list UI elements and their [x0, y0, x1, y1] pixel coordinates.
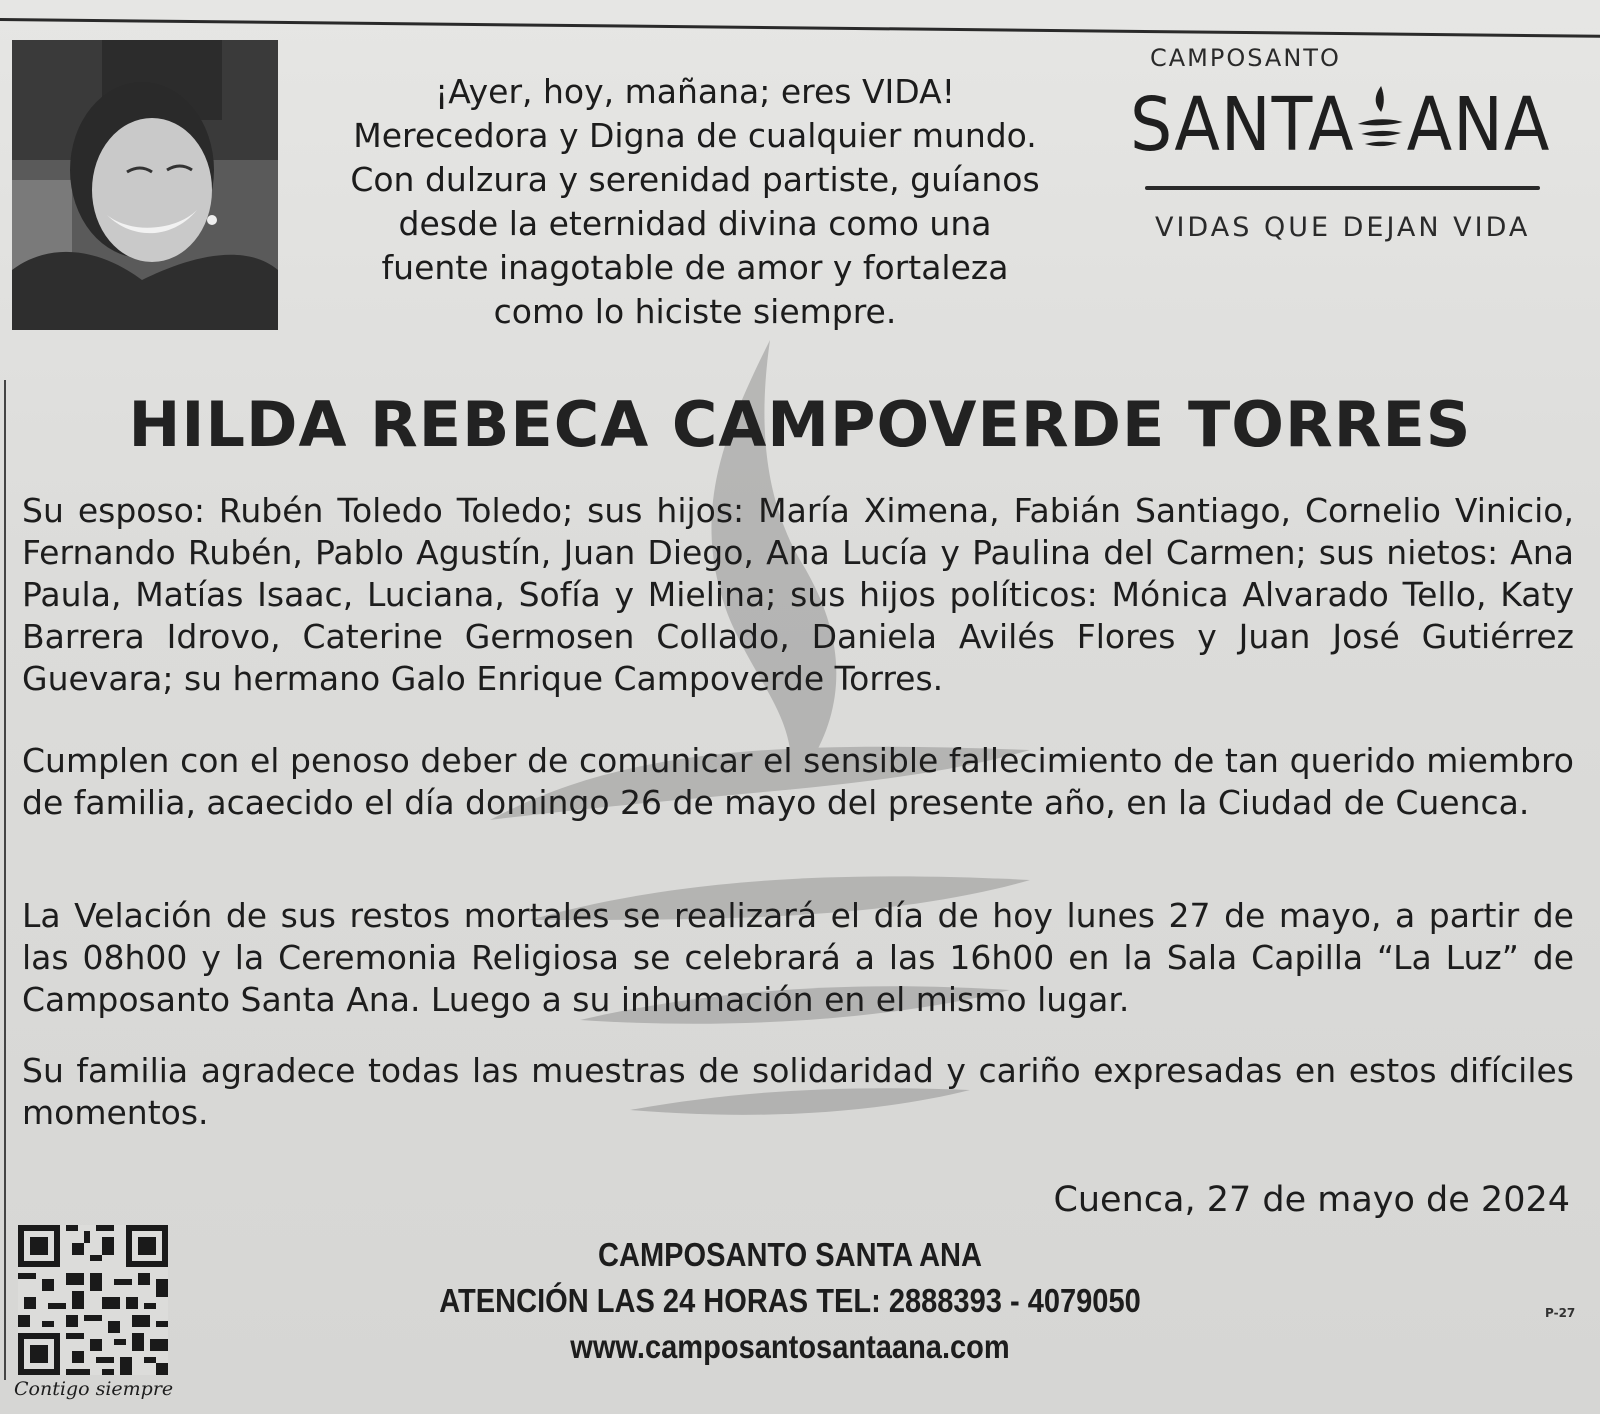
footer-website[interactable]: www.camposantosantaana.com	[570, 1328, 1010, 1365]
verse-line: Con dulzura y serenidad partiste, guíanos	[350, 160, 1040, 199]
logo-camposanto: CAMPOSANTO	[1150, 44, 1341, 72]
logo-tagline: VIDAS QUE DEJAN VIDA	[1155, 212, 1531, 243]
ceremony-paragraph: La Velación de sus restos mortales se realizará el día de hoy lunes 27 de mayo, a partir de las 08h00 y la Ceremonia Religiosa se celebrará a las 16h00 en la Sala Capilla “La Luz” de Camposanto Santa Ana. Luego a su inhumación en el mismo lugar.	[22, 896, 1574, 1019]
portrait-image	[12, 40, 278, 330]
qr-caption: Contigo siempre	[14, 1378, 174, 1400]
footer-phone: ATENCIÓN LAS 24 HORAS TEL: 2888393 - 4079050	[439, 1282, 1141, 1319]
verse-line: desde la eternidad divina como una	[398, 204, 992, 243]
qr-code-icon[interactable]	[18, 1225, 168, 1375]
family-paragraph: Su esposo: Rubén Toledo Toledo; sus hijos: María Ximena, Fabián Santiago, Cornelio Vinicio, Fernando Rubén, Pablo Agustín, Juan Diego, Ana Lucía y Paulina del Carmen; sus nietos: Ana Paula, Matías Isaac, Luciana, Sofía y Mielina; sus hijos políticos: Mónica Alvarado Tello, Katy Barrera Idrovo, Caterine Germosen Collado, Daniela Avilés Flores y Juan José Gutiérrez Guevara; su hermano Galo Enrique Campoverde Torres.	[22, 491, 1574, 698]
footer-contact	[429, 1232, 1151, 1370]
deceased-name: HILDA REBECA CAMPOVERDE TORRES	[128, 388, 1472, 461]
logo-divider	[1145, 186, 1540, 190]
page-code: P-27	[1545, 1306, 1576, 1320]
verse-line: ¡Ayer, hoy, mañana; eres VIDA!	[435, 72, 955, 111]
left-rule	[4, 380, 6, 1380]
logo-flame-icon	[1354, 82, 1406, 156]
verse-line: Merecedora y Digna de cualquier mundo.	[353, 116, 1037, 155]
logo-santa-ana	[1130, 82, 1550, 168]
top-rule	[0, 0, 1600, 38]
portrait-photo	[12, 40, 278, 330]
logo-word-right: ANA	[1406, 82, 1551, 168]
date-line: Cuenca, 27 de mayo de 2024	[1053, 1180, 1570, 1220]
verse-line: fuente inagotable de amor y fortaleza	[381, 248, 1009, 287]
logo-word-left: SANTA	[1130, 82, 1355, 168]
verse-line: como lo hiciste siempre.	[493, 292, 897, 331]
footer-company: CAMPOSANTO SANTA ANA	[598, 1236, 982, 1273]
thanks-paragraph: Su familia agradece todas las muestras de solidaridad y cariño expresadas en estos difíciles momentos.	[22, 1051, 1574, 1132]
announcement-paragraph: Cumplen con el penoso deber de comunicar el sensible fallecimiento de tan querido miembro de familia, acaecido el día domingo 26 de mayo del presente año, en la Ciudad de Cuenca.	[22, 741, 1574, 822]
memorial-verse	[290, 70, 1100, 334]
